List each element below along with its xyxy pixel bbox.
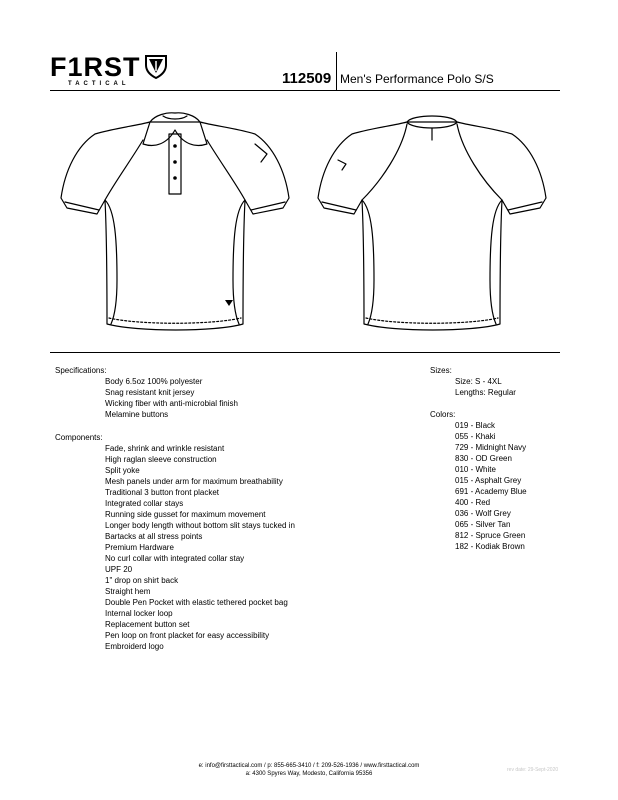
list-item: 400 - Red (455, 498, 491, 507)
list-item: Wicking fiber with anti-microbial finish (105, 399, 238, 408)
list-item: 182 - Kodiak Brown (455, 542, 525, 551)
product-name: Men's Performance Polo S/S (340, 72, 494, 86)
list-item: Traditional 3 button front placket (105, 488, 219, 497)
logo-wordmark: F1RST (50, 52, 141, 82)
list-item: Pen loop on front placket for easy accessibility (105, 631, 270, 640)
list-item: UPF 20 (105, 565, 133, 574)
list-item: Split yoke (105, 466, 140, 475)
components-label: Components: (55, 433, 103, 442)
sizes-label: Sizes: (430, 366, 452, 375)
brand-logo (50, 54, 170, 88)
list-item: Fade, shrink and wrinkle resistant (105, 444, 225, 453)
list-item: 065 - Silver Tan (455, 520, 511, 529)
list-item: 1" drop on shirt back (105, 576, 179, 585)
list-item: Mesh panels under arm for maximum breathability (105, 477, 283, 486)
list-item: Integrated collar stays (105, 499, 184, 508)
list-item: Bartacks at all stress points (105, 532, 203, 541)
logo-shield-icon (145, 55, 167, 79)
list-item: 036 - Wolf Grey (455, 509, 511, 518)
list-item: 729 - Midnight Navy (455, 443, 527, 452)
list-item: Internal locker loop (105, 609, 173, 618)
header-divider (336, 52, 337, 90)
length-options: Lengths: Regular (455, 388, 516, 397)
logo-tactical-text: TACTICAL (68, 81, 130, 87)
list-item: 015 - Asphalt Grey (455, 476, 522, 485)
polo-front-illustration (55, 110, 295, 340)
list-item: Double Pen Pocket with elastic tethered pocket bag (105, 598, 288, 607)
list-item: High raglan sleeve construction (105, 455, 217, 464)
list-item: Longer body length without bottom slit stays tucked in (105, 521, 295, 530)
specifications-list (105, 376, 238, 420)
list-item: Body 6.5oz 100% polyester (105, 377, 203, 386)
list-item: Premium Hardware (105, 543, 174, 552)
colors-list (455, 420, 527, 552)
colors-label: Colors: (430, 410, 456, 419)
list-item: Straight hem (105, 587, 151, 596)
list-item: Replacement button set (105, 620, 190, 629)
list-item: Melamine buttons (105, 410, 169, 419)
components-list (105, 443, 295, 652)
size-range: Size: S - 4XL (455, 377, 502, 386)
header-rule (50, 90, 560, 91)
list-item: Snag resistant knit jersey (105, 388, 195, 397)
list-item: 830 - OD Green (455, 454, 512, 463)
list-item: 812 - Spruce Green (455, 531, 526, 540)
list-item: 055 - Khaki (455, 432, 496, 441)
list-item: 010 - White (455, 465, 496, 474)
polo-back-illustration (312, 110, 552, 340)
list-item: Embroiderd logo (105, 642, 164, 651)
footer-address: a: 4300 Spyres Way, Modesto, California 95356 (245, 771, 373, 777)
list-item: 019 - Black (455, 421, 496, 430)
product-number: 112509 (282, 70, 332, 87)
list-item: 691 - Academy Blue (455, 487, 527, 496)
list-item: Running side gusset for maximum movement (105, 510, 266, 519)
footer-contact: e: info@firsttactical.com / p: 855-665-3410 / f: 209-526-1936 / www.firsttactical.com (198, 763, 420, 769)
section-divider (50, 352, 560, 353)
list-item: No curl collar with integrated collar stay (105, 554, 245, 563)
revision-date: rev date: 29-Sept-2020 (507, 767, 559, 773)
specifications-label: Specifications: (55, 366, 107, 375)
